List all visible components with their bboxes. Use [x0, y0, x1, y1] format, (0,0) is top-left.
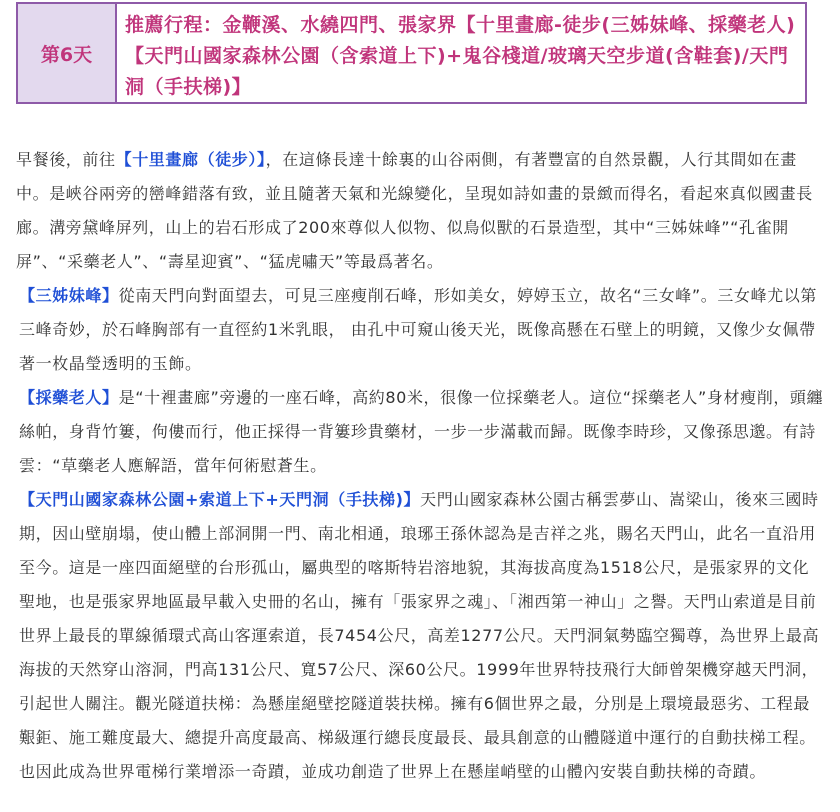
section-text: 從南天門向對面望去，可見三座瘦削石峰，形如美女，婷婷玉立，故名“三女峰”。三女峰尤以第三峰奇妙，於石峰胸部有一直徑約1米乳眼， 由孔中可窺山後天光，既像高懸在石壁上的明鏡，又像少女佩帶著一枚晶瑩透明的玉飾。	[19, 286, 817, 373]
section-tianmen-mountain	[16, 483, 824, 789]
section-herb-old-man	[16, 381, 824, 483]
intro-paragraph	[16, 143, 824, 279]
section-highlight: 【採藥老人】	[19, 388, 119, 407]
section-text: 天門山國家森林公園古稱雲夢山、嵩梁山，後來三國時期，因山壁崩塌，使山體上部洞開一門、南北相通，琅琊王孫休認為是吉祥之兆，賜名天門山，此名一直沿用至今。這是一座四面絕壁的台形孤山，屬典型的喀斯特岩溶地貌，其海拔高度為1518公尺，是張家界的文化聖地，也是張家界地區最早載入史冊的名山，擁有「張家界之魂」、「湘西第一神山」之譽。天門山索道是目前世界上最長的單線循環式高山客運索道，長7454公尺，高差1277公尺。天門洞氣勢臨空獨尊，為世界上最高海拔的天然穿山溶洞，門高131公尺、寬57公尺、深60公尺。1999年世界特技飛行大師曾架機穿越天門洞，引起世人關注。觀光隧道扶梯：為懸崖絕壁挖隧道裝扶梯。擁有6個世界之最，分別是上環境最惡劣、工程最艱鉅、施工難度最大、總提升高度最高、梯級運行總長度最長、最具創意的山體隧道中運行的自動扶梯工程。也因此成為世界電梯行業增添一奇蹟，並成功創造了世界上在懸崖峭壁的山體內安裝自動扶梯的奇蹟。	[19, 490, 820, 781]
intro-highlight: 【十里畫廊（徒步）】	[115, 150, 266, 169]
section-highlight: 【天門山國家森林公園+索道上下+天門洞（手扶梯)】	[19, 490, 421, 509]
section-sisters-peak	[16, 279, 824, 381]
section-text: 是“十裡畫廊”旁邊的一座石峰，高約80米，很像一位採藥老人。這位“採藥老人”身材瘦削，頭纏絲帕，身背竹簍，佝僂而行，他正採得一背簍珍貴藥材，一步一步滿載而歸。既像李時珍，又像孫思邈。有詩雲：“草藥老人應解語，當年何術慰蒼生。	[19, 388, 824, 475]
day-title: 推薦行程：金鞭溪、水繞四門、張家界【十里畫廊-徒步(三姊妹峰、採藥老人)【天門山國家森林公園（含索道上下)+鬼谷棧道/玻璃天空步道(含鞋套)/天門洞（手扶梯)】	[125, 14, 796, 98]
intro-prefix: 早餐後，前往	[16, 150, 116, 169]
section-highlight: 【三姊妹峰】	[19, 286, 119, 305]
intro-text: ，在這條長達十餘裏的山谷兩側，有著豐富的自然景觀，人行其間如在畫中。是峽谷兩旁的巒峰錯落有致，並且隨著天氣和光線變化，呈現如詩如畫的景緻而得名，看起來真似國畫長廊。溝旁黛峰屏列，山上的岩石形成了200來尊似人似物、似鳥似獸的石景造型，其中“三姊妹峰”“孔雀開屏”、“采藥老人”、“壽星迎賓”、“猛虎嘯天”等最爲著名。	[16, 150, 813, 271]
itinerary-day-header	[16, 2, 807, 104]
day-label: 第6天	[18, 4, 117, 102]
itinerary-description	[16, 143, 824, 789]
